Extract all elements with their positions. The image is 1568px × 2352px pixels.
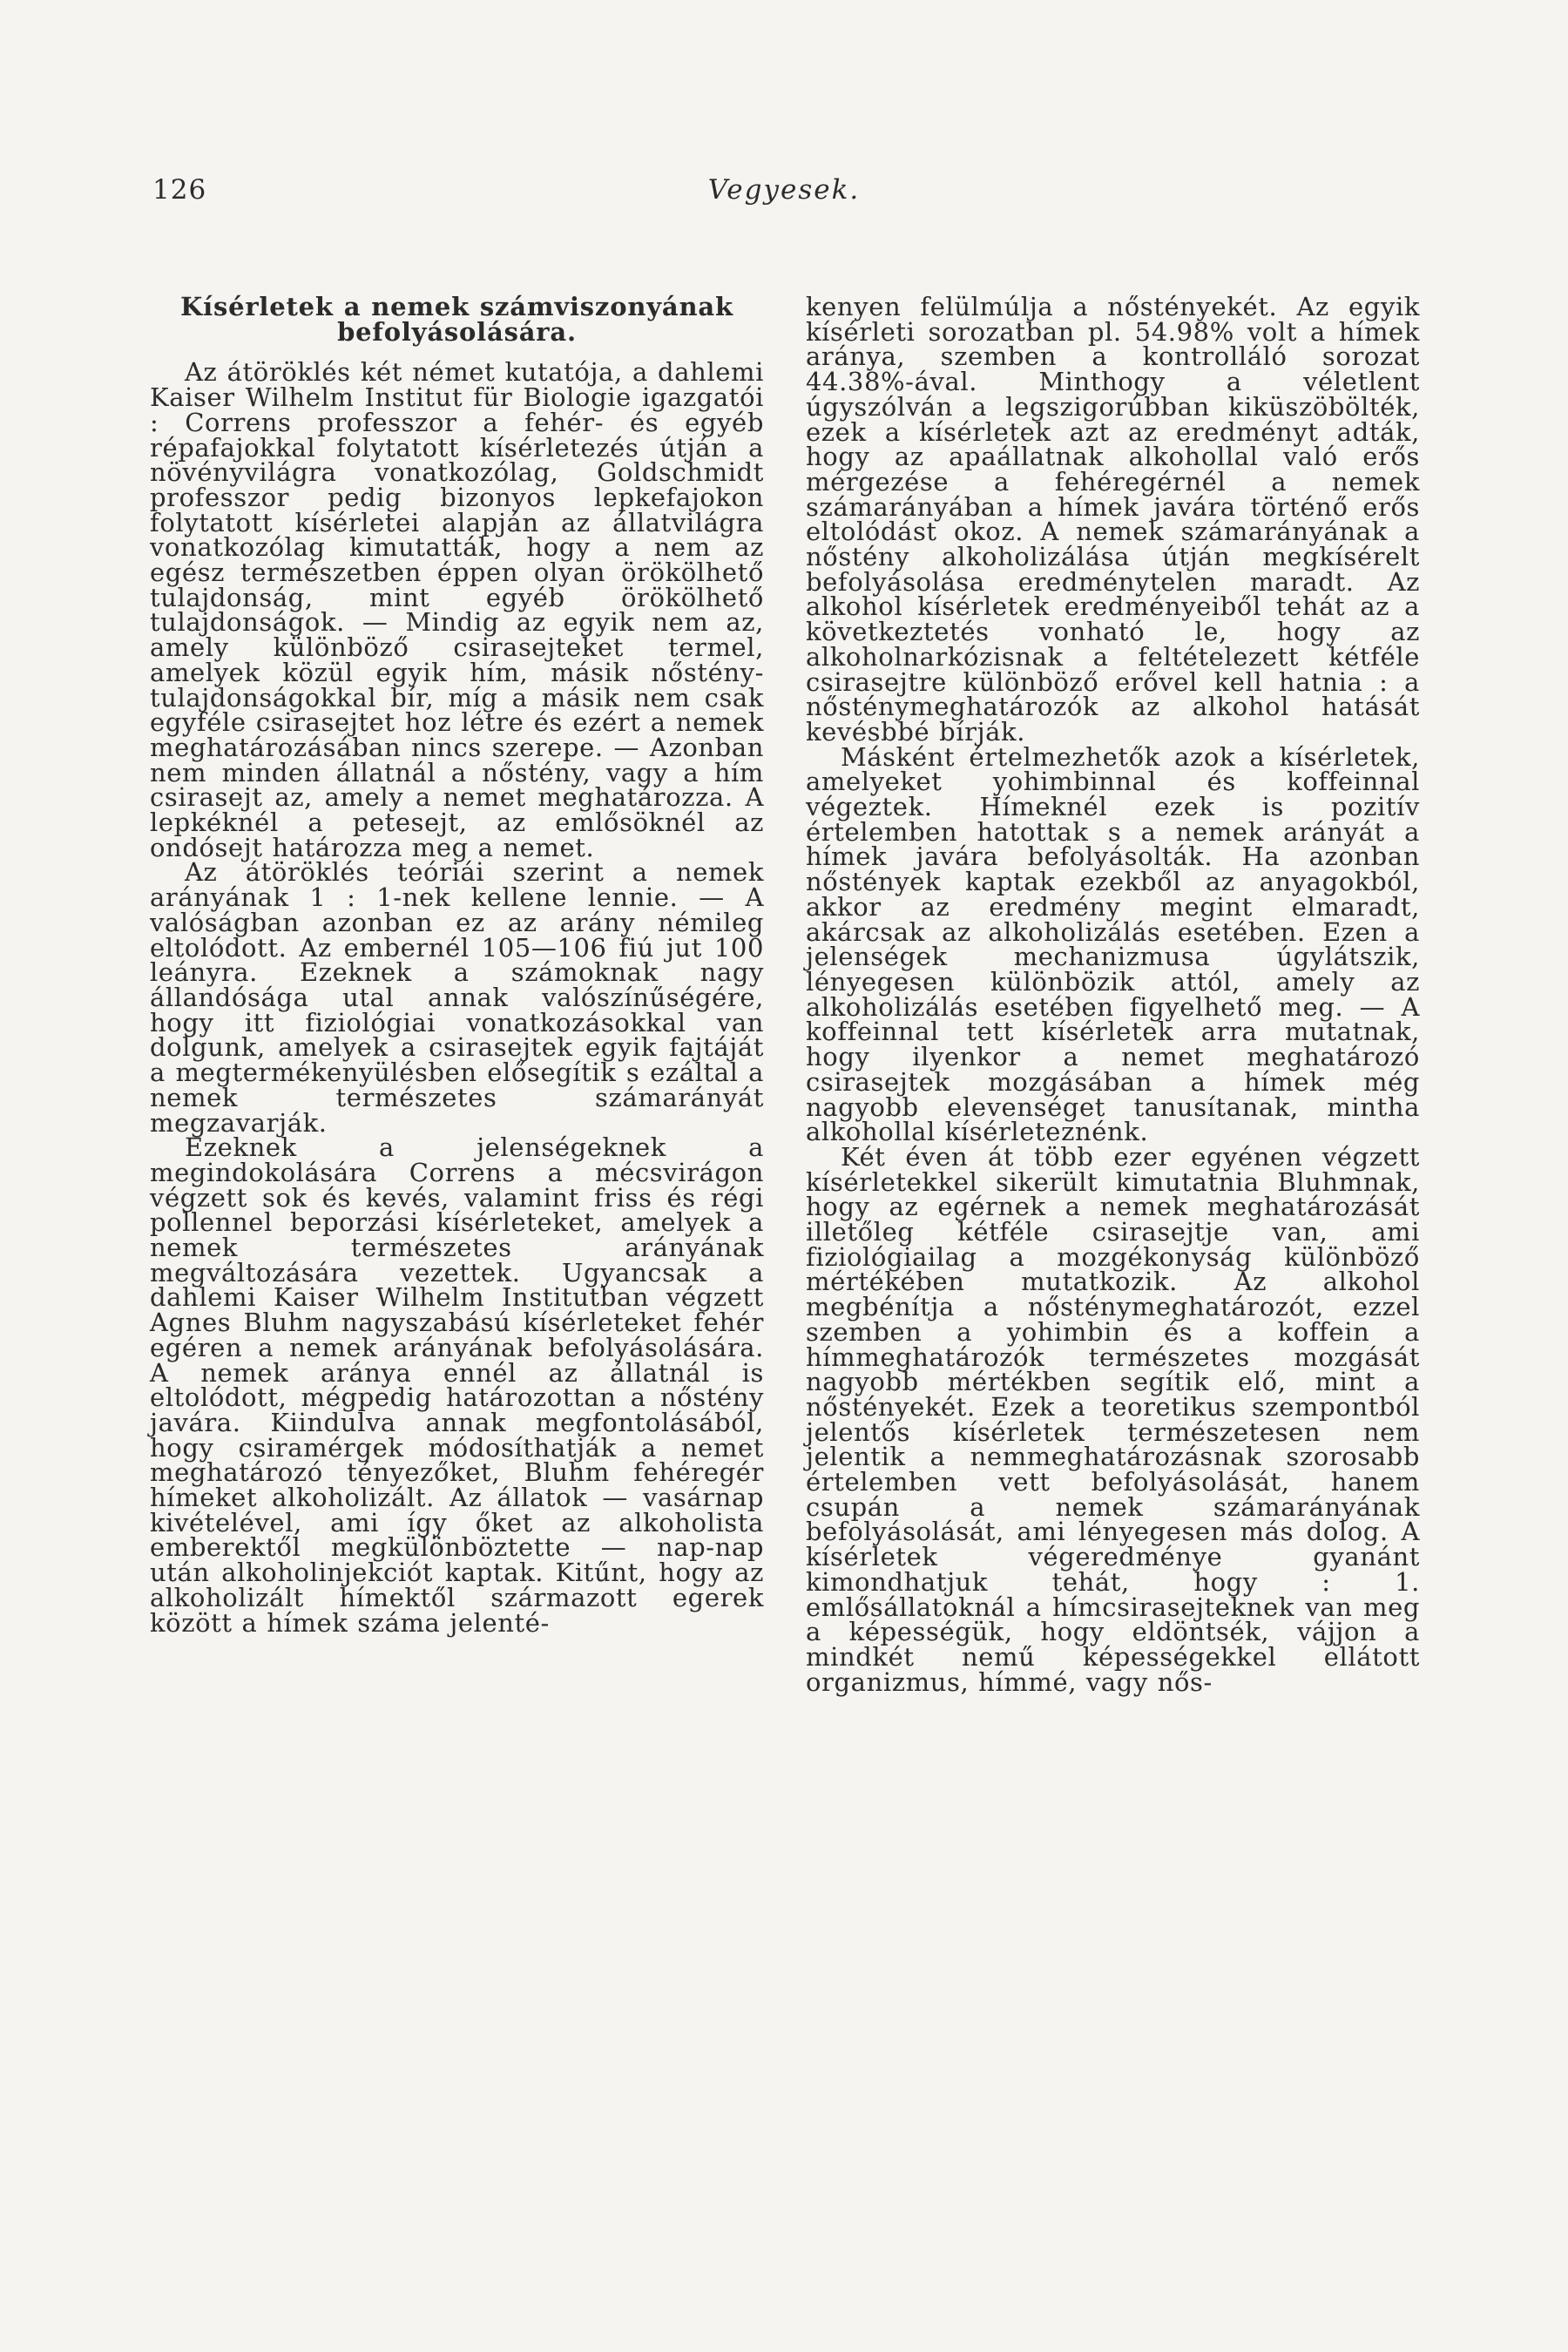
paragraph: Másként értelmezhetők azok a kísérletek, amelyeket yohimbinnal és koffeinnal végeztek. Hímeknél ezek is pozitív értelemben hatottak s a nemek arányát a hímek javára befolyásolták. Ha azonban nőstények kaptak ezekből az anyagokból, akkor az eredmény megint elmaradt, akárcsak az alkoholizálás esetében. Ezen a jelenségek mechanizmusa úgylátszik, lényegesen különbözik attól, amely az alkoholizálás esetében figyelhető meg. — A koffeinnal tett kísérletek arra mutatnak, hogy ilyenkor a nemet meghatározó csirasejtek mozgásában a hímek még nagyobb elevenséget tanusítanak, mintha alkohollal kísérleteznénk.	[806, 741, 1420, 1147]
paragraph: Két éven át több ezer egyénen végzett kísérletekkel sikerült kimutatnia Bluhmnak, hogy az egérnek a nemek meghatározását illetőleg kétféle csirasejtje van, ami fiziológiailag a mozgékonyság különböző mértékében mutatkozik. Az alkohol megbénítja a nősténymeghatározót, ezzel szemben a yohimbin és a koffein a hímmeghatározók természetes mozgását nagyobb mértékben segítik elő, mint a nőstényekét. Ezek a teoretikus szempontból jelentős kísérletek természetesen nem jelentik a nemmeghatározásnak szorosabb értelemben vett befolyásolását, hanem csupán a nemek számarányának befolyásolását, ami lényegesen más dolog. A kísérletek végeredménye gyanánt kimondhatjuk tehát, hogy : 1. emlősállatoknál a hímcsirasejteknek van meg a képességük, hogy eldöntsék, vájjon a mindkét nemű képességekkel ellátott organizmus, hímmé, vagy nős-	[806, 1141, 1420, 1697]
paragraph: Az átöröklés teóriái szerint a nemek arányának 1 : 1-nek kellene lennie. — A valóságban azonban ez az arány némileg eltolódott. Az embernél 105—106 fiú jut 100 leányra. Ezeknek a számoknak nagy állandósága utal annak valószínűségére, hogy itt fiziológiai vonatkozásokkal van dolgunk, amelyek a csirasejtek egyik fajtáját a megtermékenyülésben elősegítik s ezáltal a nemek természetes számarányát megzavarják.	[150, 857, 764, 1138]
running-head: Vegyesek.	[707, 174, 861, 206]
article-title: Kísérletek a nemek számviszonyának befolyásolására.	[180, 292, 733, 347]
page-number: 126	[152, 174, 207, 206]
left-column	[150, 292, 764, 1638]
page-header	[152, 174, 1416, 218]
paragraph-continued: kenyen felülmúlja a nőstényekét. Az egyik kísérleti sorozatban pl. 54.98% volt a hímek aránya, szemben a kontrolláló sorozat 44.38%-ával. Minthogy a véletlent úgyszólván a legszigorúbban kiküszöbölték, ezek a kísérletek azt az eredményt adták, hogy az apaállatnak alkohollal való erős mérgezése a fehéregérnél a nemek számarányában a hímek javára történő erős eltolódást okoz. A nemek számarányának a nőstény alkoholizálása útján megkísérelt befolyásolása eredménytelen maradt. Az alkohol kísérletek eredményeiből tehát az a következtetés vonható le, hogy az alkoholnarkózisnak a feltételezett kétféle csirasejtre különböző erővel kell hatnia : a nősténymeghatározók az alkohol hatását kevésbbé bírják.	[806, 292, 1420, 747]
paragraph: Az átöröklés két német kutatója, a dahlemi Kaiser Wilhelm Institut für Biologie igazgatói : Correns professzor a fehér- és egyéb répafajokkal folytatott kísérletezés útján a növényvilágra vonatkozólag, Goldschmidt professzor pedig bizonyos lepkefajokon folytatott kísérletei alapján az állatvilágra vonatkozólag kimutatták, hogy a nem az egész természetben éppen olyan örökölhető tulajdonság, mint egyéb örökölhető tulajdonságok. — Mindig az egyik nem az, amely különböző csirasejteket termel, amelyek közül egyik hím, másik nőstény-tulajdonságokkal bír, míg a másik nem csak egyféle csirasejtet hoz létre és ezért a nemek meghatározásában nincs szerepe. — Azonban nem minden állatnál a nőstény, vagy a hím csirasejt az, amely a nemet meghatározza. A lepkéknél a petesejt, az emlősöknél az ondósejt határozza meg a nemet.	[150, 357, 764, 862]
paragraph: Ezeknek a jelenségeknek a megindokolására Correns a mécsvirágon végzett sok és kevés, valamint friss és régi pollennel beporzási kísérleteket, amelyek a nemek természetes arányának megváltozására vezettek. Ugyancsak a dahlemi Kaiser Wilhelm Institutban végzett Agnes Bluhm nagyszabású kísérleteket fehér egéren a nemek arányának befolyásolására. A nemek aránya ennél az állatnál is eltolódott, mégpedig határozottan a nőstény javára. Kiindulva annak megfontolásából, hogy csiramérgek módosíthatják a nemet meghatározó tényezőket, Bluhm fehéregér hímeket alkoholizált. Az állatok — vasárnap kivételével, ami így őket az alkoholista emberektől megkülönböztette — nap-nap után alkoholinjekciót kaptak. Kitűnt, hogy az alkoholizált hímektől származott egerek között a hímek száma jelenté-	[150, 1132, 764, 1638]
right-column	[806, 292, 1420, 1697]
